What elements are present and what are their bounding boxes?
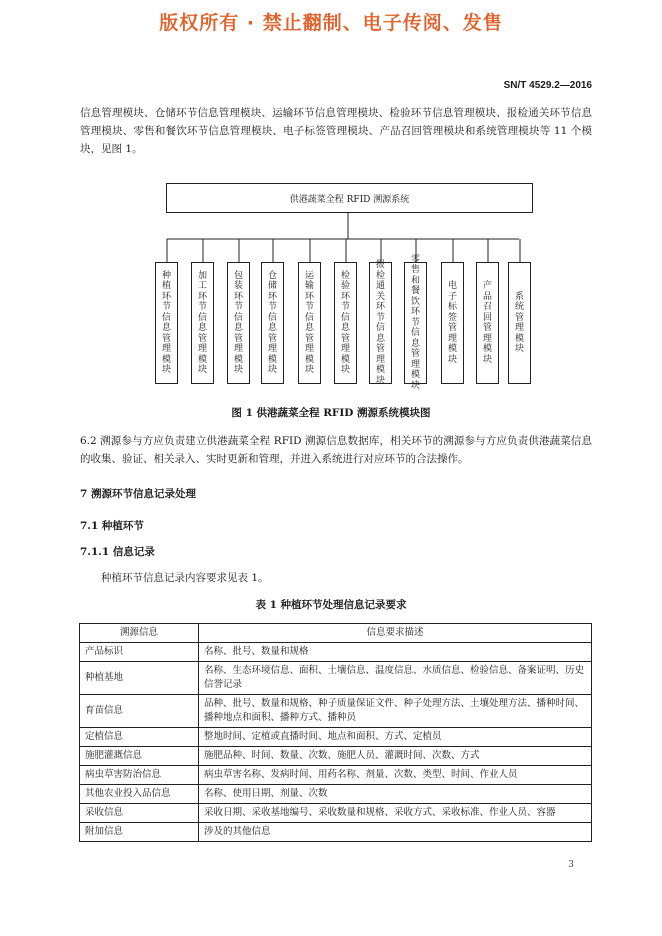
intro-paragraph: 信息管理模块、仓储环节信息管理模块、运输环节信息管理模块、检验环节信息管理模块、报检通关环节信息管理模块、零售和餐饮环节信息管理模块、电子标签管理模块、产品召回管理模块和系统管理模块等 11 个模块，见图 1。 [80,107,592,155]
table-row [80,728,592,747]
header-trace-info: 溯源信息 [80,624,199,643]
table-row [80,785,592,804]
requirement-cell: 名称、批号、数量和规格 [199,643,592,662]
table-row [80,662,592,695]
table-row [80,747,592,766]
standard-id: SN/T 4529.2—2016 [503,80,592,91]
section-7-heading: 7 溯源环节信息记录处理 [80,488,196,500]
module-label: 产品召回管理模块 [482,281,492,365]
section-6-2: 6.2 溯源参与方应负责建立供港蔬菜全程 RFID 溯源信息数据库，相关环节的溯源参与方应负责供港蔬菜信息的收集、验证、相关录入、实时更新和管理，并进入系统进行对应环节的合法操作。 [80,435,592,465]
trace-info-cell: 定植信息 [80,728,199,747]
trace-info-cell: 育苗信息 [80,695,199,728]
requirement-cell: 病虫草害名称、发病时间、用药名称、剂量、次数、类型、时间、作业人员 [199,766,592,785]
module-label: 零售和餐饮环节信息管理模块 [410,254,420,391]
table-row [80,695,592,728]
module-box [476,262,499,384]
requirement-cell: 名称、生态环境信息、面积、土壤信息、温度信息、水质信息、检验信息、备案证明、历史信誉记录 [199,662,592,695]
module-box [227,262,250,384]
requirements-table [79,623,592,842]
trace-info-cell: 其他农业投入品信息 [80,785,199,804]
module-label: 系统管理模块 [514,291,524,354]
requirement-cell: 施肥品种、时间、数量、次数、施肥人员、灌溉时间、次数、方式 [199,747,592,766]
requirement-cell: 涉及的其他信息 [199,823,592,842]
module-box [191,262,214,384]
trace-info-cell: 病虫草害防治信息 [80,766,199,785]
module-label: 加工环节信息管理模块 [197,270,207,375]
trace-info-cell: 附加信息 [80,823,199,842]
section-7-1-1-heading: 7.1.1 信息记录 [80,546,155,558]
requirement-cell: 采收日期、采收基地编号、采收数量和规格、采收方式、采收标准、作业人员、容器 [199,804,592,823]
module-label: 检验环节信息管理模块 [340,270,350,375]
table-row [80,804,592,823]
requirement-cell: 整地时间、定植或直播时间、地点和面积、方式、定植员 [199,728,592,747]
module-box [298,262,321,384]
module-box [404,254,427,391]
module-label: 种植环节信息管理模块 [161,270,171,375]
trace-info-cell: 种植基地 [80,662,199,695]
system-root-box: 供港蔬菜全程 RFID 溯源系统 [166,183,533,213]
module-box [508,262,531,384]
table-row [80,643,592,662]
module-box [261,262,284,384]
trace-info-cell: 施肥灌溉信息 [80,747,199,766]
requirement-cell: 名称、使用日期、剂量、次数 [199,785,592,804]
trace-info-cell: 产品标识 [80,643,199,662]
table-intro: 种植环节信息记录内容要求见表 1。 [101,572,269,584]
header-requirement: 信息要求描述 [199,624,592,643]
figure-caption: 图 1 供港蔬菜全程 RFID 溯源系统模块图 [231,407,431,419]
table-row [80,823,592,842]
module-box [441,262,464,384]
module-label: 电子标签管理模块 [447,281,457,365]
module-label: 仓储环节信息管理模块 [267,270,277,375]
module-label: 运输环节信息管理模块 [304,270,314,375]
module-label: 包装环节信息管理模块 [233,270,243,375]
page-number: 3 [568,860,574,870]
table-header-row [80,624,592,643]
requirement-cell: 品种、批号、数量和规格、种子质量保证文件、种子处理方法、土壤处理方法、播种时间、播种地点和面积、播种方式、播种员 [199,695,592,728]
module-label: 报检通关环节信息管理模块 [375,260,385,386]
table-caption: 表 1 种植环节处理信息记录要求 [255,599,407,611]
copyright-banner: 版权所有 · 禁止翻制、电子传阅、发售 [159,12,503,34]
module-box [155,262,178,384]
table-row [80,766,592,785]
module-box [369,262,392,384]
module-box [334,262,357,384]
section-7-1-heading: 7.1 种植环节 [80,520,144,532]
trace-info-cell: 采收信息 [80,804,199,823]
